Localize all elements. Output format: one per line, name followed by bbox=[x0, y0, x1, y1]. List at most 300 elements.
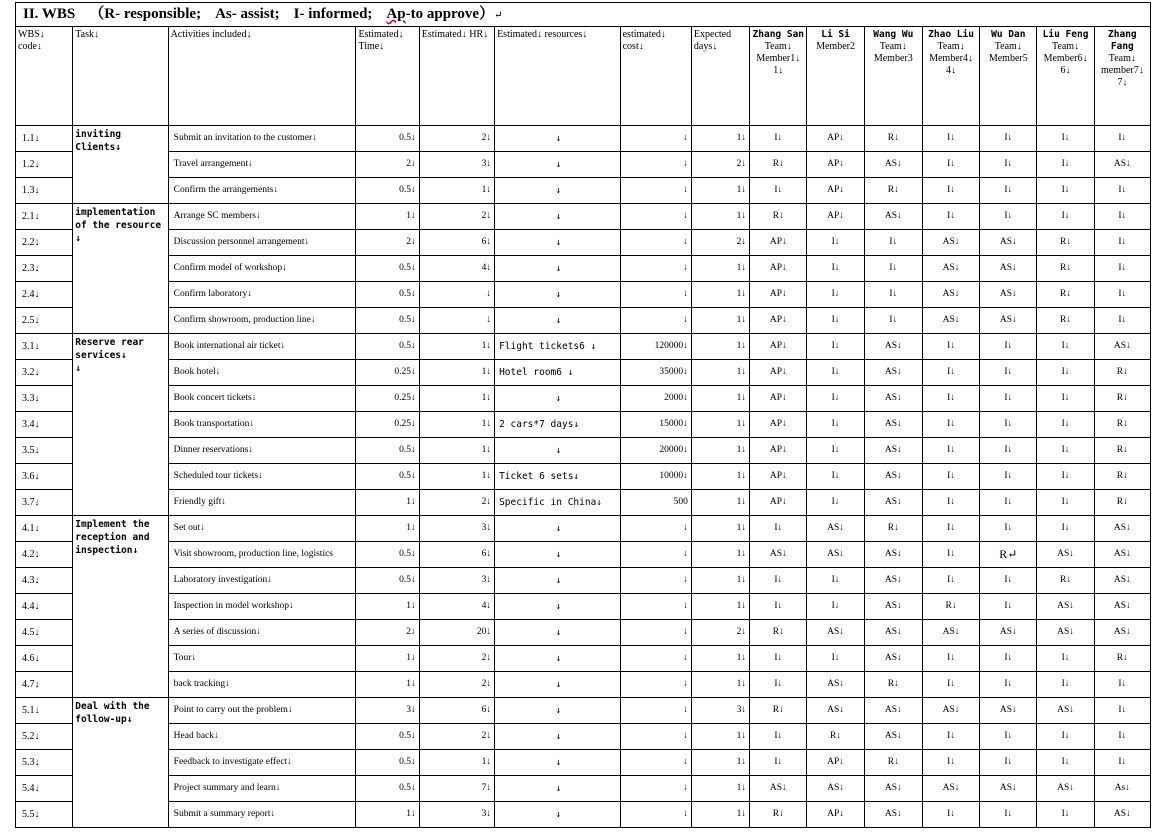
role-cell-member-4: I↓ bbox=[922, 412, 979, 438]
resources-cell: ↓ bbox=[495, 204, 621, 230]
role-cell-member-4: I↓ bbox=[922, 646, 979, 672]
role-cell-member-2: R↓ bbox=[807, 724, 864, 750]
resources-cell: ↓ bbox=[495, 126, 621, 152]
role-cell-member-6: AS↓ bbox=[1037, 542, 1094, 568]
task-cell: inviting Clients↓ bbox=[73, 126, 168, 204]
table-row bbox=[16, 360, 1151, 386]
member-role: Team↓ Member1↓ 1↓ bbox=[756, 41, 801, 76]
wbs-code-cell: 3.5↓ bbox=[16, 438, 73, 464]
days-cell: 1↓ bbox=[691, 308, 749, 334]
resources-cell: ↓ bbox=[495, 516, 621, 542]
role-cell-member-3: R↓ bbox=[864, 126, 922, 152]
role-cell-member-6: I↓ bbox=[1037, 126, 1094, 152]
days-cell: 1↓ bbox=[691, 438, 749, 464]
task-cell: implementation of the resource ↓ bbox=[73, 204, 168, 334]
role-cell-member-7: I↓ bbox=[1094, 672, 1150, 698]
task-cell: Reserve rear services↓ ↓ bbox=[73, 334, 168, 516]
role-cell-member-3: AS↓ bbox=[864, 542, 922, 568]
table-row bbox=[16, 568, 1151, 594]
role-cell-member-2: I↓ bbox=[807, 464, 864, 490]
role-cell-member-5: I↓ bbox=[980, 724, 1037, 750]
role-cell-member-5: I↓ bbox=[980, 672, 1037, 698]
activity-cell: Visit showroom, production line, logistics bbox=[168, 542, 356, 568]
activity-cell: Dinner reservations↓ bbox=[168, 438, 356, 464]
role-cell-member-4: I↓ bbox=[922, 802, 979, 828]
role-cell-member-2: I↓ bbox=[807, 412, 864, 438]
role-cell-member-6: I↓ bbox=[1037, 438, 1094, 464]
header-wbs-code: WBS↓ code↓ bbox=[16, 27, 73, 126]
wbs-code-cell: 4.6↓ bbox=[16, 646, 73, 672]
role-cell-member-5: R↵ bbox=[980, 542, 1037, 568]
hr-cell: 2↓ bbox=[419, 204, 494, 230]
hr-cell: 1↓ bbox=[419, 386, 494, 412]
role-cell-member-5: I↓ bbox=[980, 568, 1037, 594]
role-cell-member-4: AS↓ bbox=[922, 256, 979, 282]
role-cell-member-2: I↓ bbox=[807, 360, 864, 386]
time-cell: 0.5↓ bbox=[356, 438, 419, 464]
cost-cell: 2000↓ bbox=[620, 386, 691, 412]
hr-cell: 1↓ bbox=[419, 438, 494, 464]
role-cell-member-4: AS↓ bbox=[922, 282, 979, 308]
days-cell: 2↓ bbox=[691, 230, 749, 256]
title-assist: As- assist; bbox=[215, 6, 280, 22]
time-cell: 0.25↓ bbox=[356, 412, 419, 438]
role-cell-member-7: I↓ bbox=[1094, 308, 1150, 334]
member-role: Team↓ member7↓ 7↓ bbox=[1100, 53, 1144, 88]
role-cell-member-5: I↓ bbox=[980, 464, 1037, 490]
activity-cell: Book concert tickets↓ bbox=[168, 386, 356, 412]
activity-cell: Set out↓ bbox=[168, 516, 356, 542]
role-cell-member-4: AS↓ bbox=[922, 698, 979, 724]
role-cell-member-3: R↓ bbox=[864, 750, 922, 776]
wbs-code-cell: 3.7↓ bbox=[16, 490, 73, 516]
role-cell-member-6: I↓ bbox=[1037, 334, 1094, 360]
role-cell-member-2: I↓ bbox=[807, 308, 864, 334]
activity-cell: Tour↓ bbox=[168, 646, 356, 672]
role-cell-member-6: R↓ bbox=[1037, 230, 1094, 256]
role-cell-member-6: I↓ bbox=[1037, 750, 1094, 776]
hr-cell: 4↓ bbox=[419, 256, 494, 282]
activity-cell: Discussion personnel arrangement↓ bbox=[168, 230, 356, 256]
wbs-code-cell: 2.4↓ bbox=[16, 282, 73, 308]
hr-cell: 2↓ bbox=[419, 490, 494, 516]
member-name: Liu Feng bbox=[1042, 29, 1089, 40]
title-approve-abbrev: Ap bbox=[386, 6, 406, 22]
cost-cell: ↓ bbox=[620, 568, 691, 594]
role-cell-member-6: AS↓ bbox=[1037, 594, 1094, 620]
wbs-code-cell: 1.2↓ bbox=[16, 152, 73, 178]
days-cell: 1↓ bbox=[691, 802, 749, 828]
table-row bbox=[16, 776, 1151, 802]
member-role: Team↓ Member4↓ 4↓ bbox=[929, 41, 973, 76]
role-cell-member-3: I↓ bbox=[864, 282, 922, 308]
header-activities: Activities included↓ bbox=[168, 27, 356, 126]
role-cell-member-7: AS↓ bbox=[1094, 334, 1150, 360]
cost-cell: 120000↓ bbox=[620, 334, 691, 360]
time-cell: 0.25↓ bbox=[356, 386, 419, 412]
activity-cell: Submit a summary report↓ bbox=[168, 802, 356, 828]
role-cell-member-1: R↓ bbox=[750, 802, 807, 828]
role-cell-member-4: I↓ bbox=[922, 126, 979, 152]
document-title bbox=[15, 2, 1151, 26]
cost-cell: ↓ bbox=[620, 724, 691, 750]
hr-cell: 6↓ bbox=[419, 542, 494, 568]
member-name: Zhao Liu bbox=[928, 29, 974, 40]
role-cell-member-1: R↓ bbox=[750, 698, 807, 724]
wbs-document bbox=[15, 2, 1151, 828]
role-cell-member-3: I↓ bbox=[864, 256, 922, 282]
days-cell: 1↓ bbox=[691, 256, 749, 282]
hr-cell: 1↓ bbox=[419, 334, 494, 360]
header-member-4 bbox=[922, 27, 979, 126]
days-cell: 1↓ bbox=[691, 776, 749, 802]
cost-cell: ↓ bbox=[620, 750, 691, 776]
hr-cell: 1↓ bbox=[419, 360, 494, 386]
role-cell-member-7: R↓ bbox=[1094, 438, 1150, 464]
member-role: Team↓ Member3 bbox=[873, 41, 913, 64]
hr-cell: 3↓ bbox=[419, 802, 494, 828]
activity-cell: Submit an invitation to the customer↓ bbox=[168, 126, 356, 152]
role-cell-member-4: I↓ bbox=[922, 360, 979, 386]
table-row bbox=[16, 230, 1151, 256]
role-cell-member-1: I↓ bbox=[750, 516, 807, 542]
role-cell-member-5: AS↓ bbox=[980, 230, 1037, 256]
role-cell-member-7: I↓ bbox=[1094, 178, 1150, 204]
table-row bbox=[16, 646, 1151, 672]
time-cell: 1↓ bbox=[356, 646, 419, 672]
role-cell-member-2: AP↓ bbox=[807, 750, 864, 776]
wbs-code-cell: 3.2↓ bbox=[16, 360, 73, 386]
table-row bbox=[16, 620, 1151, 646]
cost-cell: ↓ bbox=[620, 646, 691, 672]
resources-cell: ↓ bbox=[495, 386, 621, 412]
role-cell-member-5: I↓ bbox=[980, 750, 1037, 776]
role-cell-member-4: I↓ bbox=[922, 568, 979, 594]
role-cell-member-1: AP↓ bbox=[750, 360, 807, 386]
activity-cell: Feedback to investigate effect↓ bbox=[168, 750, 356, 776]
role-cell-member-1: AP↓ bbox=[750, 490, 807, 516]
role-cell-member-2: AS↓ bbox=[807, 542, 864, 568]
hr-cell: 3↓ bbox=[419, 152, 494, 178]
days-cell: 1↓ bbox=[691, 204, 749, 230]
role-cell-member-3: AS↓ bbox=[864, 620, 922, 646]
member-name: Wang Wu bbox=[873, 29, 914, 40]
activity-cell: A series of discussion↓ bbox=[168, 620, 356, 646]
wbs-code-cell: 1.3↓ bbox=[16, 178, 73, 204]
title-prefix: II. WBS bbox=[23, 6, 76, 22]
wbs-table bbox=[15, 26, 1151, 828]
role-cell-member-4: I↓ bbox=[922, 438, 979, 464]
table-row bbox=[16, 724, 1151, 750]
time-cell: 0.5↓ bbox=[356, 464, 419, 490]
resources-cell: ↓ bbox=[495, 594, 621, 620]
role-cell-member-2: AS↓ bbox=[807, 516, 864, 542]
role-cell-member-1: I↓ bbox=[750, 750, 807, 776]
role-cell-member-4: I↓ bbox=[922, 724, 979, 750]
role-cell-member-2: AS↓ bbox=[807, 698, 864, 724]
days-cell: 1↓ bbox=[691, 724, 749, 750]
days-cell: 1↓ bbox=[691, 282, 749, 308]
role-cell-member-1: AP↓ bbox=[750, 282, 807, 308]
role-cell-member-7: AS↓ bbox=[1094, 516, 1150, 542]
hr-cell: 1↓ bbox=[419, 412, 494, 438]
resources-cell: ↓ bbox=[495, 256, 621, 282]
table-row bbox=[16, 256, 1151, 282]
wbs-code-cell: 1.1↓ bbox=[16, 126, 73, 152]
wbs-code-cell: 5.3↓ bbox=[16, 750, 73, 776]
cost-cell: 500 bbox=[620, 490, 691, 516]
resources-cell: ↓ bbox=[495, 698, 621, 724]
role-cell-member-6: R↓ bbox=[1037, 568, 1094, 594]
days-cell: 1↓ bbox=[691, 516, 749, 542]
member-name: Wu Dan bbox=[991, 29, 1026, 40]
role-cell-member-1: R↓ bbox=[750, 204, 807, 230]
role-cell-member-3: AS↓ bbox=[864, 594, 922, 620]
table-row bbox=[16, 334, 1151, 360]
activity-cell: Travel arrangement↓ bbox=[168, 152, 356, 178]
time-cell: 0.5↓ bbox=[356, 724, 419, 750]
member-role: Team↓ Member6↓ 6↓ bbox=[1043, 41, 1088, 76]
role-cell-member-3: AS↓ bbox=[864, 334, 922, 360]
wbs-code-cell: 2.5↓ bbox=[16, 308, 73, 334]
hr-cell: 6↓ bbox=[419, 230, 494, 256]
header-member-5 bbox=[980, 27, 1037, 126]
header-estimated-cost: estimated↓ cost↓ bbox=[620, 27, 691, 126]
role-cell-member-6: I↓ bbox=[1037, 412, 1094, 438]
time-cell: 1↓ bbox=[356, 490, 419, 516]
role-cell-member-3: R↓ bbox=[864, 672, 922, 698]
role-cell-member-5: I↓ bbox=[980, 204, 1037, 230]
wbs-code-cell: 2.1↓ bbox=[16, 204, 73, 230]
activity-cell: Book transportation↓ bbox=[168, 412, 356, 438]
role-cell-member-3: AS↓ bbox=[864, 646, 922, 672]
cost-cell: ↓ bbox=[620, 126, 691, 152]
wbs-code-cell: 5.4↓ bbox=[16, 776, 73, 802]
time-cell: 1↓ bbox=[356, 802, 419, 828]
role-cell-member-7: AS↓ bbox=[1094, 542, 1150, 568]
role-cell-member-5: I↓ bbox=[980, 126, 1037, 152]
role-cell-member-7: R↓ bbox=[1094, 412, 1150, 438]
header-expected-days: Expected days↓ bbox=[691, 27, 749, 126]
role-cell-member-1: AP↓ bbox=[750, 334, 807, 360]
role-cell-member-1: I↓ bbox=[750, 672, 807, 698]
activity-cell: back tracking↓ bbox=[168, 672, 356, 698]
role-cell-member-1: AP↓ bbox=[750, 438, 807, 464]
role-cell-member-1: AP↓ bbox=[750, 464, 807, 490]
role-cell-member-1: R↓ bbox=[750, 152, 807, 178]
role-cell-member-6: I↓ bbox=[1037, 204, 1094, 230]
role-cell-member-2: AP↓ bbox=[807, 204, 864, 230]
role-cell-member-5: AS↓ bbox=[980, 282, 1037, 308]
resources-cell: ↓ bbox=[495, 568, 621, 594]
activity-cell: Inspection in model workshop↓ bbox=[168, 594, 356, 620]
role-cell-member-7: R↓ bbox=[1094, 490, 1150, 516]
role-cell-member-6: I↓ bbox=[1037, 360, 1094, 386]
activity-cell: Confirm laboratory↓ bbox=[168, 282, 356, 308]
header-member-2 bbox=[807, 27, 864, 126]
role-cell-member-2: AS↓ bbox=[807, 776, 864, 802]
title-responsible: （R- responsible; bbox=[89, 6, 202, 22]
cost-cell: ↓ bbox=[620, 802, 691, 828]
time-cell: 0.5↓ bbox=[356, 256, 419, 282]
role-cell-member-5: I↓ bbox=[980, 334, 1037, 360]
role-cell-member-4: AS↓ bbox=[922, 308, 979, 334]
resources-cell: ↓ bbox=[495, 152, 621, 178]
role-cell-member-6: I↓ bbox=[1037, 152, 1094, 178]
resources-cell: ↓ bbox=[495, 750, 621, 776]
role-cell-member-5: I↓ bbox=[980, 646, 1037, 672]
task-cell: Implement the reception and inspection↓ bbox=[73, 516, 168, 698]
cost-cell: ↓ bbox=[620, 256, 691, 282]
cost-cell: ↓ bbox=[620, 152, 691, 178]
time-cell: 0.5↓ bbox=[356, 334, 419, 360]
header-estimated-time: Estimated↓ Time↓ bbox=[356, 27, 419, 126]
days-cell: 2↓ bbox=[691, 152, 749, 178]
role-cell-member-5: I↓ bbox=[980, 386, 1037, 412]
role-cell-member-3: AS↓ bbox=[864, 152, 922, 178]
activity-cell: Confirm showroom, production line↓ bbox=[168, 308, 356, 334]
role-cell-member-6: AS↓ bbox=[1037, 620, 1094, 646]
activity-cell: Friendly gift↓ bbox=[168, 490, 356, 516]
role-cell-member-4: I↓ bbox=[922, 542, 979, 568]
role-cell-member-2: AS↓ bbox=[807, 672, 864, 698]
cost-cell: ↓ bbox=[620, 776, 691, 802]
role-cell-member-5: I↓ bbox=[980, 152, 1037, 178]
hr-cell: 1↓ bbox=[419, 178, 494, 204]
role-cell-member-4: I↓ bbox=[922, 490, 979, 516]
wbs-code-cell: 3.3↓ bbox=[16, 386, 73, 412]
role-cell-member-3: AS↓ bbox=[864, 204, 922, 230]
activity-cell: Book hotel↓ bbox=[168, 360, 356, 386]
table-row bbox=[16, 438, 1151, 464]
hr-cell: ↓ bbox=[419, 282, 494, 308]
header-member-1 bbox=[750, 27, 807, 126]
role-cell-member-1: I↓ bbox=[750, 178, 807, 204]
role-cell-member-4: I↓ bbox=[922, 672, 979, 698]
role-cell-member-7: I↓ bbox=[1094, 204, 1150, 230]
cost-cell: 15000↓ bbox=[620, 412, 691, 438]
time-cell: 0.5↓ bbox=[356, 750, 419, 776]
role-cell-member-1: I↓ bbox=[750, 568, 807, 594]
role-cell-member-5: AS↓ bbox=[980, 256, 1037, 282]
role-cell-member-6: I↓ bbox=[1037, 516, 1094, 542]
role-cell-member-7: I↓ bbox=[1094, 698, 1150, 724]
hr-cell: 1↓ bbox=[419, 750, 494, 776]
role-cell-member-2: I↓ bbox=[807, 568, 864, 594]
table-row bbox=[16, 490, 1151, 516]
days-cell: 1↓ bbox=[691, 464, 749, 490]
role-cell-member-6: I↓ bbox=[1037, 646, 1094, 672]
role-cell-member-1: AS↓ bbox=[750, 776, 807, 802]
role-cell-member-2: I↓ bbox=[807, 334, 864, 360]
wbs-code-cell: 4.4↓ bbox=[16, 594, 73, 620]
days-cell: 1↓ bbox=[691, 594, 749, 620]
table-row bbox=[16, 178, 1151, 204]
cost-cell: 35000↓ bbox=[620, 360, 691, 386]
time-cell: 0.5↓ bbox=[356, 126, 419, 152]
role-cell-member-2: I↓ bbox=[807, 386, 864, 412]
time-cell: 1↓ bbox=[356, 672, 419, 698]
table-row bbox=[16, 516, 1151, 542]
header-estimated-hr: Estimated↓ HR↓ bbox=[419, 27, 494, 126]
role-cell-member-1: I↓ bbox=[750, 724, 807, 750]
table-row bbox=[16, 386, 1151, 412]
table-row bbox=[16, 412, 1151, 438]
role-cell-member-2: AP↓ bbox=[807, 802, 864, 828]
time-cell: 0.5↓ bbox=[356, 542, 419, 568]
wbs-code-cell: 2.3↓ bbox=[16, 256, 73, 282]
role-cell-member-1: AP↓ bbox=[750, 412, 807, 438]
table-row bbox=[16, 750, 1151, 776]
role-cell-member-7: R↓ bbox=[1094, 646, 1150, 672]
role-cell-member-5: AS↓ bbox=[980, 620, 1037, 646]
time-cell: 1↓ bbox=[356, 204, 419, 230]
role-cell-member-3: AS↓ bbox=[864, 698, 922, 724]
cost-cell: ↓ bbox=[620, 620, 691, 646]
role-cell-member-3: AS↓ bbox=[864, 802, 922, 828]
role-cell-member-3: AS↓ bbox=[864, 464, 922, 490]
role-cell-member-4: AS↓ bbox=[922, 776, 979, 802]
hr-cell: 2↓ bbox=[419, 126, 494, 152]
wbs-code-cell: 5.2↓ bbox=[16, 724, 73, 750]
role-cell-member-2: AS↓ bbox=[807, 620, 864, 646]
role-cell-member-1: I↓ bbox=[750, 126, 807, 152]
wbs-code-cell: 4.2↓ bbox=[16, 542, 73, 568]
role-cell-member-2: I↓ bbox=[807, 490, 864, 516]
resources-cell: ↓ bbox=[495, 672, 621, 698]
role-cell-member-6: R↓ bbox=[1037, 308, 1094, 334]
hr-cell: 1↓ bbox=[419, 464, 494, 490]
role-cell-member-5: I↓ bbox=[980, 412, 1037, 438]
hr-cell: 20↓ bbox=[419, 620, 494, 646]
header-member-3 bbox=[864, 27, 922, 126]
role-cell-member-7: AS↓ bbox=[1094, 802, 1150, 828]
wbs-code-cell: 4.7↓ bbox=[16, 672, 73, 698]
wbs-code-cell: 4.5↓ bbox=[16, 620, 73, 646]
role-cell-member-1: AP↓ bbox=[750, 230, 807, 256]
member-name: Zhang Fang bbox=[1108, 29, 1137, 52]
table-row bbox=[16, 802, 1151, 828]
activity-cell: Laboratory investigation↓ bbox=[168, 568, 356, 594]
role-cell-member-2: I↓ bbox=[807, 256, 864, 282]
role-cell-member-5: I↓ bbox=[980, 178, 1037, 204]
role-cell-member-7: AS↓ bbox=[1094, 152, 1150, 178]
hr-cell: 6↓ bbox=[419, 698, 494, 724]
role-cell-member-4: AS↓ bbox=[922, 230, 979, 256]
role-cell-member-7: I↓ bbox=[1094, 256, 1150, 282]
title-approve: -to approve） bbox=[405, 6, 495, 22]
time-cell: 0.5↓ bbox=[356, 178, 419, 204]
hr-cell: 4↓ bbox=[419, 594, 494, 620]
resources-cell: ↓ bbox=[495, 724, 621, 750]
member-role: Team↓ Member5 bbox=[988, 41, 1028, 64]
role-cell-member-7: AS↓ bbox=[1094, 594, 1150, 620]
table-row bbox=[16, 126, 1151, 152]
role-cell-member-7: As↓ bbox=[1094, 776, 1150, 802]
role-cell-member-2: I↓ bbox=[807, 230, 864, 256]
activity-cell: Project summary and learn↓ bbox=[168, 776, 356, 802]
table-row bbox=[16, 282, 1151, 308]
time-cell: 0.5↓ bbox=[356, 282, 419, 308]
role-cell-member-6: I↓ bbox=[1037, 464, 1094, 490]
activity-cell: Confirm the arrangements↓ bbox=[168, 178, 356, 204]
member-name: Li Si bbox=[821, 29, 850, 40]
resources-cell: ↓ bbox=[495, 438, 621, 464]
role-cell-member-7: R↓ bbox=[1094, 464, 1150, 490]
days-cell: 1↓ bbox=[691, 360, 749, 386]
time-cell: 1↓ bbox=[356, 516, 419, 542]
cost-cell: ↓ bbox=[620, 204, 691, 230]
